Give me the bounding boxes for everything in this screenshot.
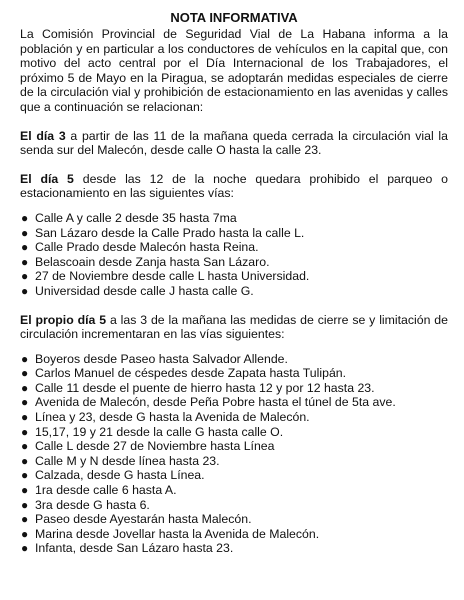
list-item: ● 3ra desde G hasta 6. [21, 497, 150, 512]
list-item: ● Carlos Manuel de céspedes desde Zapata hasta Tulipán. [21, 366, 347, 381]
list-item: ● Belascoain desde Zanja hasta San Lázaro. [21, 254, 270, 269]
same-day5-paragraph [20, 313, 448, 342]
list-item: ● Boyeros desde Paseo hasta Salvador Allende. [21, 351, 288, 366]
list-item: ● Calle L desde 27 de Noviembre hasta Línea [21, 439, 275, 454]
bullet-icon: ● [21, 210, 29, 225]
bullet-icon: ● [21, 410, 29, 425]
list-item: ● Universidad desde calle J hasta calle G. [21, 283, 254, 298]
list-item: ● Calle M y N desde línea hasta 23. [21, 453, 220, 468]
bullet-icon: ● [21, 424, 29, 439]
list-item: ● Paseo desde Ayestarán hasta Malecón. [21, 512, 252, 527]
same-day5-text: a las 3 de la mañana las medidas de cierre se y limitación de circulación incrementaran en las vías siguientes: [20, 312, 448, 342]
bullet-icon: ● [21, 526, 29, 541]
day3-lead: El día 3 [20, 128, 66, 143]
same-day5-lead: El propio día 5 [20, 312, 107, 327]
bullet-icon: ● [21, 468, 29, 483]
list-item: ● Calzada, desde G hasta Línea. [21, 468, 205, 483]
bullet-icon: ● [21, 439, 29, 454]
bullet-icon: ● [21, 351, 29, 366]
bullet-icon: ● [21, 366, 29, 381]
list-item: ● Calle 11 desde el puente de hierro hasta 12 y por 12 hasta 23. [21, 380, 375, 395]
day5-paragraph [20, 172, 448, 201]
closure-list [20, 352, 448, 556]
day3-paragraph [20, 129, 448, 158]
bullet-icon: ● [21, 541, 29, 556]
list-item: ● 1ra desde calle 6 hasta A. [21, 483, 177, 498]
list-item: ● Infanta, desde San Lázaro hasta 23. [21, 541, 234, 556]
list-item: ● San Lázaro desde la Calle Prado hasta la calle L. [21, 225, 305, 240]
list-item: ● Calle Prado desde Malecón hasta Reina. [21, 240, 259, 255]
intro-paragraph: La Comisión Provincial de Seguridad Vial de La Habana informa a la población y en particular a los conductores de vehículos en la capital que, con motivo del acto central por el Día Internacional de los Trabajadores, el próximo 5 de Mayo en la Piragua, se adoptarán medidas especiales de cierre de la circulación vial y prohibición de estacionamiento en las avenidas y calles que a continuación se relacionan: [20, 27, 448, 114]
parking-restrictions-list [20, 211, 448, 299]
bullet-icon: ● [21, 380, 29, 395]
bullet-icon: ● [21, 512, 29, 527]
bullet-icon: ● [21, 497, 29, 512]
document-title: NOTA INFORMATIVA [170, 10, 298, 25]
list-item: ● 27 de Noviembre desde calle L hasta Universidad. [21, 269, 310, 284]
list-item: ● Calle A y calle 2 desde 35 hasta 7ma [21, 210, 237, 225]
bullet-icon: ● [21, 483, 29, 498]
list-item: ● Avenida de Malecón, desde Peña Pobre hasta el túnel de 5ta ave. [21, 395, 396, 410]
bullet-icon: ● [21, 254, 29, 269]
bullet-icon: ● [21, 269, 29, 284]
bullet-icon: ● [21, 283, 29, 298]
bullet-icon: ● [21, 395, 29, 410]
bullet-icon: ● [21, 453, 29, 468]
list-item: ● Marina desde Jovellar hasta la Avenida de Malecón. [21, 526, 320, 541]
list-item: ● 15,17, 19 y 21 desde la calle G hasta calle O. [21, 424, 284, 439]
bullet-icon: ● [21, 225, 29, 240]
bullet-icon: ● [21, 240, 29, 255]
day5-lead: El día 5 [20, 171, 74, 186]
list-item: ● Línea y 23, desde G hasta la Avenida de Malecón. [21, 410, 310, 425]
day3-text: a partir de las 11 de la mañana queda cerrada la circulación vial la senda sur del Malecón, desde calle O hasta la calle 23. [20, 128, 449, 158]
day5-text: desde las 12 de la noche quedara prohibido el parqueo o estacionamiento en las siguientes vías: [20, 171, 449, 201]
